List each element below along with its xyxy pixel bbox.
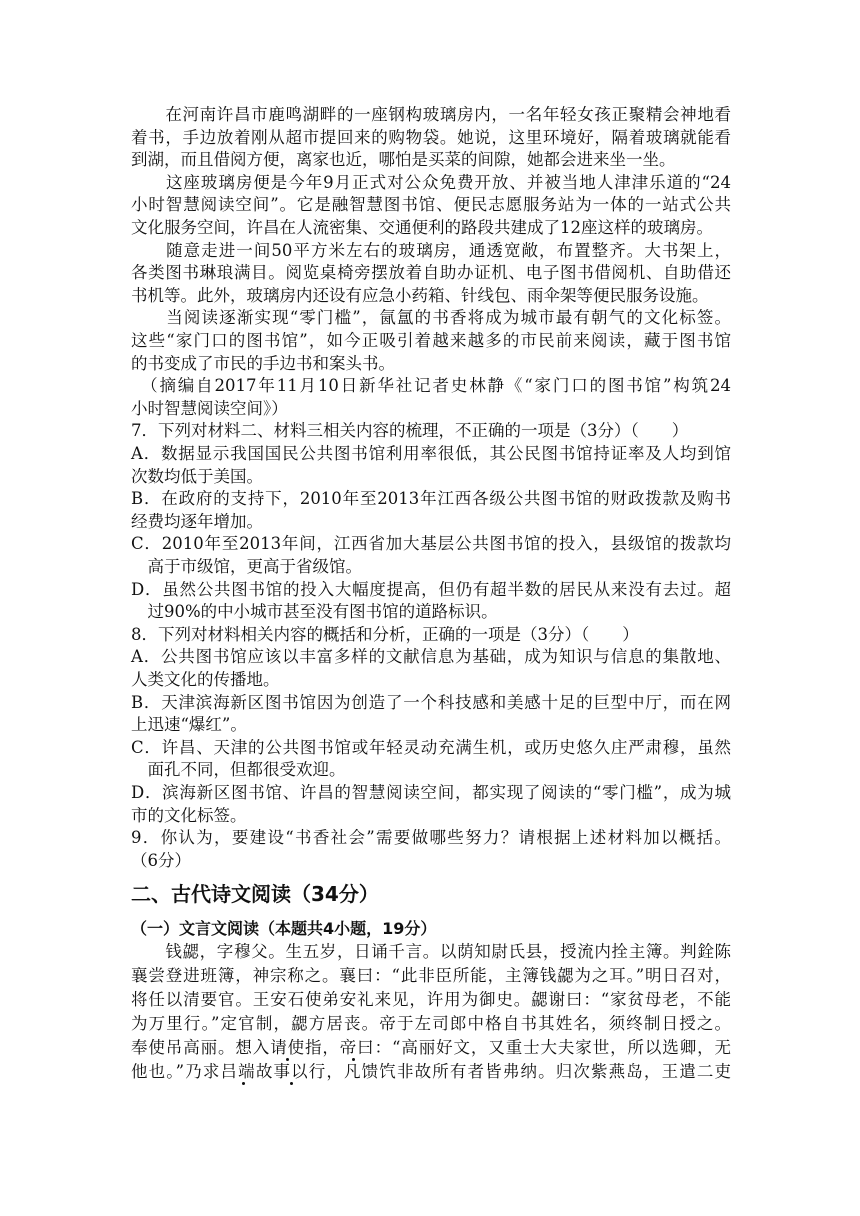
question-9-stem: （6分） — [131, 851, 191, 870]
question-8-stem: 8．下列对材料相关内容的概括和分析，正确的一项是（3分）（ ） — [131, 625, 639, 644]
classical-text-line: 为万里行。”定官制，勰方居丧。帝于左司郎中格自书其姓名，须终制日授之。 — [131, 1014, 731, 1033]
q8-option-d: D．滨海新区图书馆、许昌的智慧阅读空间，都实现了阅读的“零门槛”，成为城 — [131, 783, 731, 802]
q7-option-b: 经费均逐年增加。 — [131, 512, 263, 531]
q7-option-c: 高于市级馆，更高于省级馆。 — [131, 557, 362, 576]
q8-option-b: B．天津滨海新区图书馆因为创造了一个科技感和美感十足的巨型中厅，而在网 — [131, 693, 731, 712]
question-9-stem: 9．你认为，要建设“书香社会”需要做哪些努力？请根据上述材料加以概括。 — [131, 828, 731, 847]
question-7-stem: 7．下列对材料二、材料三相关内容的梳理，不正确的一项是（3分）（ ） — [131, 421, 689, 440]
passage-line: 书机等。此外，玻璃房内还设有应急小药箱、针线包、雨伞架等便民服务设施。 — [131, 286, 709, 305]
q7-option-d: 过90%的中小城市甚至没有图书馆的道路标识。 — [131, 602, 498, 621]
q8-option-c: 面孔不同，但都很受欢迎。 — [131, 760, 346, 779]
q7-option-d: D．虽然公共图书馆的投入大幅度提高，但仍有超半数的居民从来没有去过。超 — [131, 580, 731, 599]
emphasis-dot — [290, 1082, 293, 1085]
emphasis-dot — [286, 1058, 289, 1061]
emphasis-dot — [352, 1058, 355, 1061]
section-heading: 二、古代诗文阅读（34分） — [131, 882, 379, 906]
passage-line: 小时智慧阅读空间”。它是融智慧图书馆、便民志愿服务站为一体的一站式公共 — [131, 195, 731, 214]
source-citation: 小时智慧阅读空间》） — [131, 399, 288, 418]
passage-line: 着书，手边放着刚从超市提回来的购物袋。她说，这里环境好，隔着玻璃就能看 — [131, 128, 731, 147]
q7-option-b: B．在政府的支持下，2010年至2013年江西各级公共图书馆的财政拨款及购书 — [131, 489, 731, 508]
q8-option-c: C．许昌、天津的公共图书馆或年轻灵动充满生机，或历史悠久庄严肃穆，虽然 — [131, 738, 731, 757]
passage-line: 各类图书琳琅满目。阅览桌椅旁摆放着自助办证机、电子图书借阅机、自助借还 — [131, 263, 731, 282]
passage-line: 的书变成了市民的手边书和案头书。 — [131, 354, 395, 373]
q8-option-a: A．公共图书馆应该以丰富多样的文献信息为基础，成为知识与信息的集散地、 — [131, 647, 731, 666]
q8-option-b: 上迅速“爆红”。 — [131, 715, 247, 734]
emphasis-dot — [242, 1082, 245, 1085]
passage-line: 到湖，而且借阅方便，离家也近，哪怕是买菜的间隙，她都会进来坐一坐。 — [131, 150, 676, 169]
passage-line: 随意走进一间50平方米左右的玻璃房，通透宽敞，布置整齐。大书架上， — [131, 241, 731, 260]
subsection-heading: （一）文言文阅读（本题共4小题，19分） — [131, 919, 437, 938]
q7-option-a: 次数均低于美国。 — [131, 467, 263, 486]
q8-option-a: 人类文化的传播地。 — [131, 670, 280, 689]
q8-option-d: 市的文化标签。 — [131, 806, 247, 825]
q7-option-a: A．数据显示我国国民公共图书馆利用率很低，其公民图书馆持证率及人均到馆 — [131, 444, 731, 463]
passage-line: 在河南许昌市鹿鸣湖畔的一座钢构玻璃房内，一名年轻女孩正聚精会神地看 — [131, 105, 731, 124]
passage-line: 文化服务空间，许昌在人流密集、交通便利的路段共建成了12座这样的玻璃房。 — [131, 218, 713, 237]
classical-text-line: 将任以清要官。王安石使弟安礼来见，许用为御史。勰谢曰：“家贫母老，不能 — [131, 990, 731, 1009]
classical-text-line: 奉使吊高丽。想入请使指，帝曰：“高丽好文，又重士大夫家世，所以选卿，无 — [131, 1038, 731, 1057]
passage-line: 这些“家门口的图书馆”，如今正吸引着越来越多的市民前来阅读，藏于图书馆 — [131, 331, 731, 350]
classical-text-line: 襄尝登进班簿，神宗称之。襄曰：“此非臣所能，主簿钱勰为之耳。”明日召对， — [131, 966, 731, 985]
q7-option-c: C．2010年至2013年间，江西省加大基层公共图书馆的投入，县级馆的拨款均 — [131, 534, 731, 553]
source-citation: （摘编自2017年11月10日新华社记者史林静《“家门口的图书馆”构筑24 — [131, 376, 731, 395]
passage-line: 当阅读逐渐实现“零门槛”，氤氲的书香将成为城市最有朝气的文化标签。 — [131, 308, 731, 327]
passage-line: 这座玻璃房便是今年9月正式对公众免费开放、并被当地人津津乐道的“24 — [131, 173, 731, 192]
classical-text-line: 他也。”乃求吕端故事以行，凡馈饩非故所有者皆弗纳。归次紫燕岛，王遣二吏 — [131, 1062, 731, 1081]
classical-text-line: 钱勰，字穆父。生五岁，日诵千言。以荫知尉氏县，授流内拴主簿。判銓陈 — [131, 942, 731, 961]
